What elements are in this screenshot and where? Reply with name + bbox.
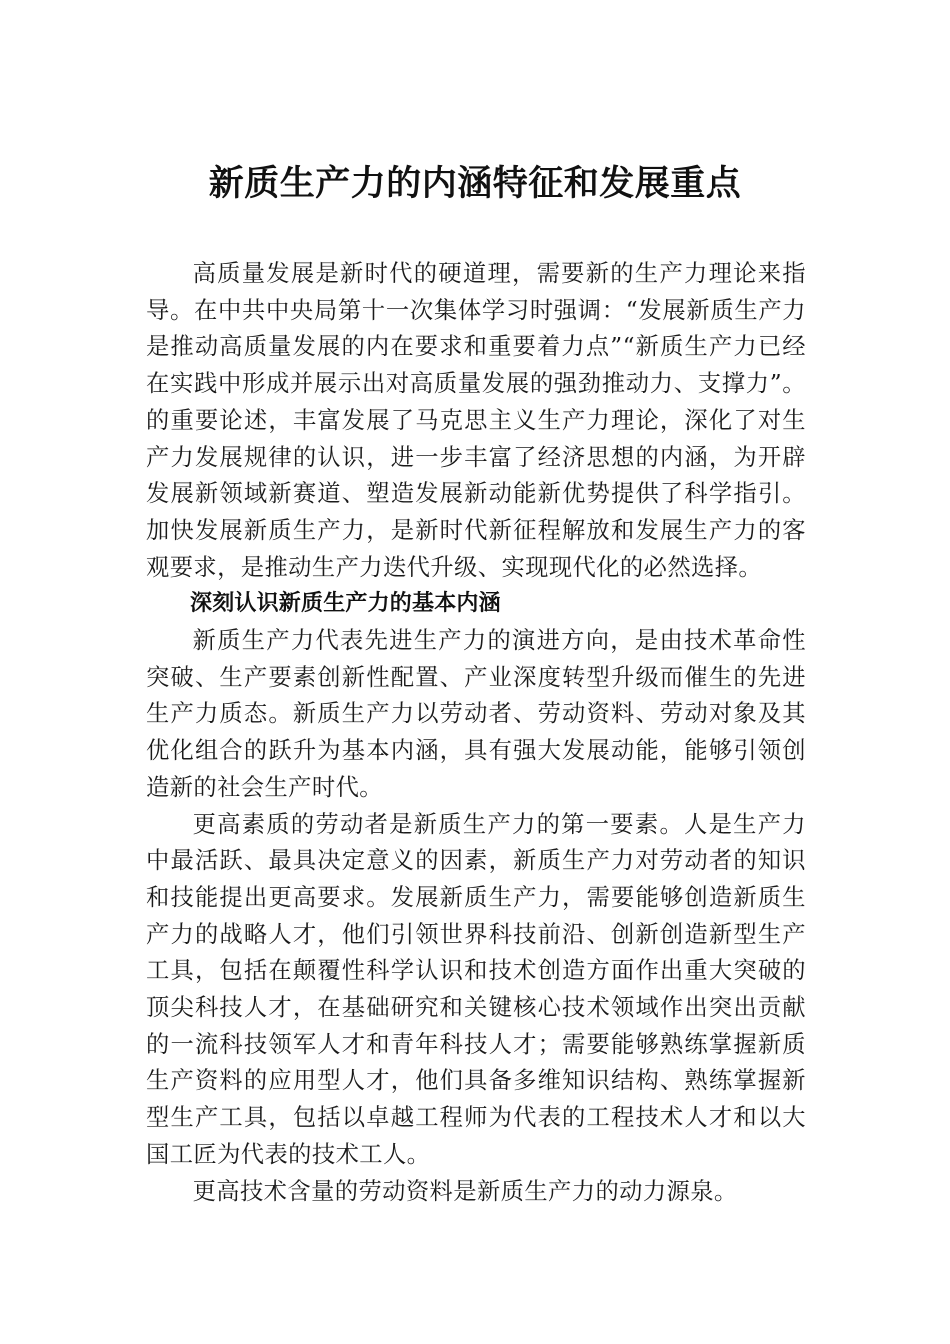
section-paragraph-3: 更高技术含量的劳动资料是新质生产力的动力源泉。: [192, 1177, 738, 1205]
intro-paragraph: 高质量发展是新时代的硬道理，需要新的生产力理论来指导。在中共中央局第十一次集体学习时强调：“发展新质生产力是推动高质量发展的内在要求和重要着力点”“新质生产力已经在实践中形成并展示出对高质量发展的强劲推动力、支撑力”。的重要论述，丰富发展了马克思主义生产力理论，深化了对生产力发展规律的认识，进一步丰富了经济思想的内涵，为开辟发展新领域新赛道、塑造发展新动能新优势提供了科学指引。加快发展新质生产力，是新时代新征程解放和发展生产力的客观要求，是推动生产力迭代升级、实现现代化的必然选择。: [146, 260, 806, 581]
section-paragraph-1: 新质生产力代表先进生产力的演进方向，是由技术革命性突破、生产要素创新性配置、产业深度转型升级而催生的先进生产力质态。新质生产力以劳动者、劳动资料、劳动对象及其优化组合的跃升为基本内涵，具有强大发展动能，能够引领创造新的社会生产时代。: [146, 627, 806, 801]
document-body: [146, 256, 806, 1210]
page-title: 新质生产力的内涵特征和发展重点: [208, 163, 742, 204]
section-heading: 深刻认识新质生产力的基本内涵: [190, 591, 501, 617]
section-paragraph-2: 更高素质的劳动者是新质生产力的第一要素。人是生产力中最活跃、最具决定意义的因素，新质生产力对劳动者的知识和技能提出更高要求。发展新质生产力，需要能够创造新质生产力的战略人才，他们引领世界科技前沿、创新创造新型生产工具，包括在颠覆性科学认识和技术创造方面作出重大突破的顶尖科技人才，在基础研究和关键核心技术领域作出突出贡献的一流科技领军人才和青年科技人才；需要能够熟练掌握新质生产资料的应用型人才，他们具备多维知识结构、熟练掌握新型生产工具，包括以卓越工程师为代表的工程技术人才和以大国工匠为代表的技术工人。: [146, 810, 806, 1168]
